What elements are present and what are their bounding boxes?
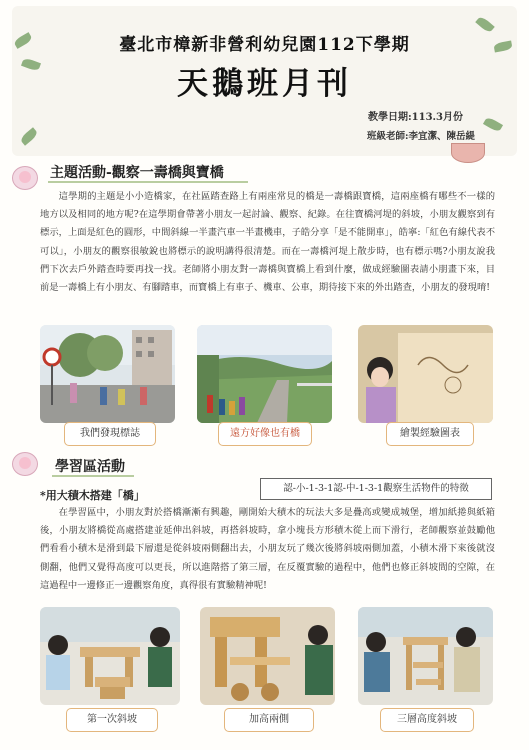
- class-teachers: 班級老師:李宜潔、陳岳緹: [366, 131, 475, 142]
- caption-raised-sides: 加高兩側: [224, 708, 314, 732]
- caption-three-level-slope: 三層高度斜坡: [380, 708, 474, 732]
- photo-distant-bridge: [197, 325, 332, 423]
- school-name: 臺北市樟新非營利幼兒園112下學期: [119, 35, 410, 55]
- section2-heading: 學習區活動: [55, 459, 125, 475]
- section1-heading: 主題活動-觀察一壽橋與寶橋: [50, 165, 224, 181]
- heading-underline: [48, 181, 248, 183]
- section1-paragraph: 這學期的主題是小小造橋家，在社區踏查路上有兩座常見的橋是一壽橋跟寶橋，這兩座橋有哪些不一樣的地方以及相同的地方呢?在這學期會帶著小朋友一起討論、觀察、紀錄。在往寶橋河堤的斜坡，小朋友觀察到有標示，上面是紅色的圓形，中間斜線一半畫汽車一半畫機車，子皓分享「是不能開車」，皓寧:「紅色有線代表不可以」，小朋友的觀察很敏銳也將標示的說明講得很清楚。而在一壽橋河堤上散步時，也有標示嗎?小朋友說我們下次去戶外踏查時要再找一找。老師將小朋友對一壽橋與寶橋上看到什麼，做成經驗圖表請小朋畫下來，目前是一壽橋上有小朋友、有腳踏車，而寶橋上有車子、機車、公車，期待接下來的外出踏查，小朋友的發現唷!: [40, 191, 495, 294]
- photo-chart-drawing: [358, 325, 493, 423]
- photo-three-level-slope: [358, 607, 493, 705]
- page-title: 天鵝班月刊: [177, 66, 352, 102]
- caption-first-slope: 第一次斜坡: [66, 708, 158, 732]
- photo-sign: [40, 325, 175, 423]
- photo-first-slope: [40, 607, 180, 705]
- section2-subheading: *用大積木搭建「橋」: [40, 489, 145, 502]
- caption-distant-bridge: 遠方好像也有橋: [218, 422, 312, 446]
- teacup-decoration: [451, 143, 485, 163]
- section2-paragraph: 在學習區中，小朋友對於搭橋漸漸有興趣，剛開始大積木的玩法大多是疊高或變成城堡，增加紙捲與紙箱後，小朋友將橋從高處搭建並延伸出斜坡，再搭斜坡時，拿小塊長方形積木從上而下滑行，老師觀察並鼓勵他們看看小積木是滑到最下層還是從斜坡兩側翻出去，小朋友玩了幾次後將斜坡兩側加蓋，小積木滑下來後就沒側翻，他們又覺得高度可以更長，所以進階搭了第三層，在反覆實驗的過程中，他們也修正斜坡間的空隙，在這過程中一邊修正一邊觀察角度，真得很有實驗精神呢!: [40, 507, 495, 591]
- flower-icon: [12, 452, 38, 476]
- teaching-date: 教學日期:113.3月份: [367, 112, 463, 123]
- photo-raised-sides: [200, 607, 335, 705]
- curriculum-tag: 認-小-1-3-1認-中-1-3-1觀察生活物件的特徵: [260, 478, 492, 500]
- heading-underline: [52, 475, 134, 477]
- caption-sign: 我們發現標誌: [64, 422, 156, 446]
- caption-chart-drawing: 繪製經驗圖表: [386, 422, 474, 446]
- flower-icon: [12, 166, 38, 190]
